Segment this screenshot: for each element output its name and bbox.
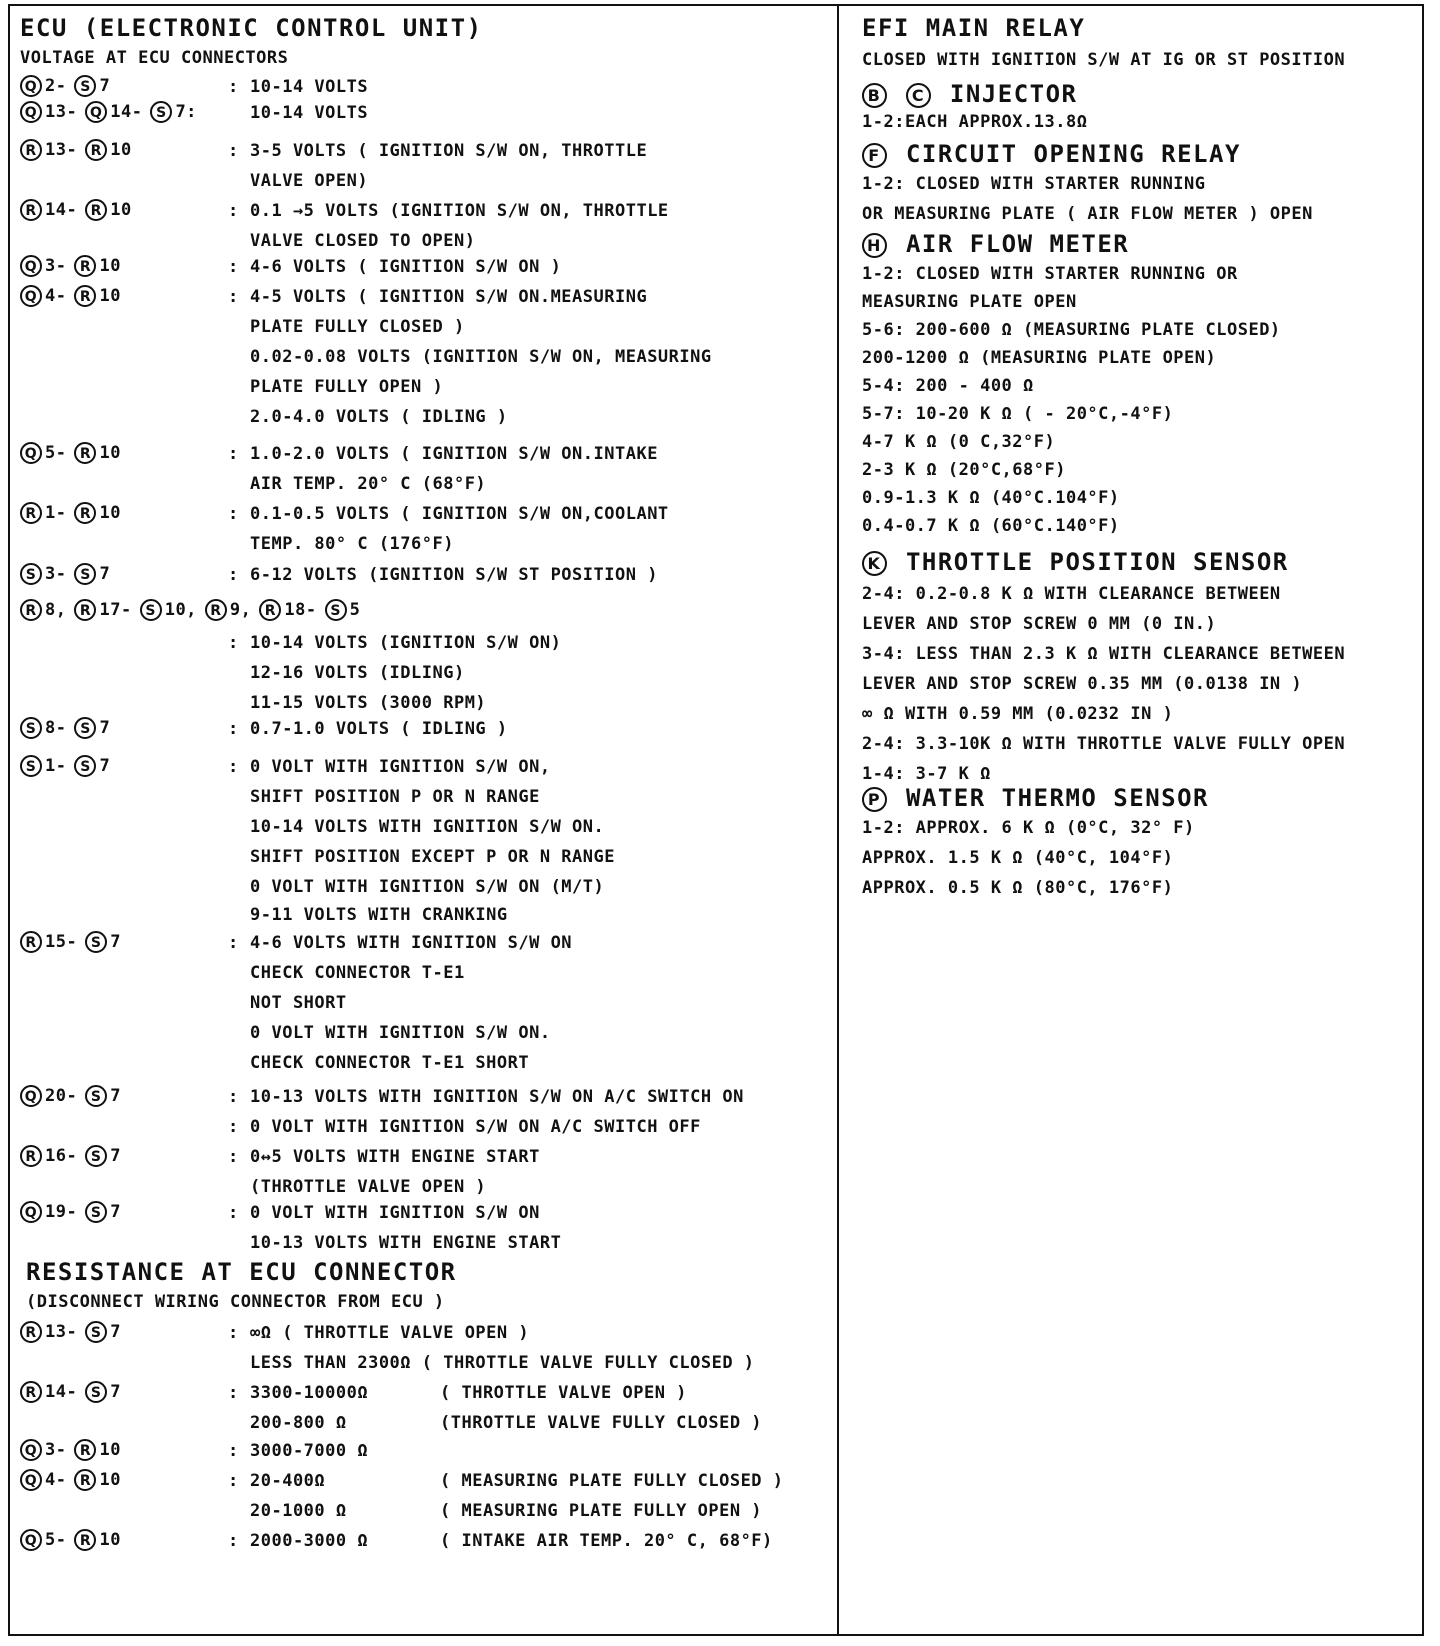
voltage-spec-line: 10-13 VOLTS WITH ENGINE START [250,1233,562,1253]
pin-number: 10 [99,286,121,306]
connector-q-icon: Q [20,1469,42,1491]
colon: : [228,565,239,585]
terminal-pins [20,1085,129,1107]
connector-s-icon: S [85,1321,107,1343]
voltage-spec-line: CHECK CONNECTOR T-E1 SHORT [250,1053,530,1073]
connector-s-icon: S [74,563,96,585]
pin-number: 19- [45,1202,78,1222]
voltage-spec-line: (THROTTLE VALVE OPEN ) [250,1177,487,1197]
pin-number: 13- [45,102,78,122]
colon: : [228,1117,239,1137]
terminal-pins [20,502,129,524]
connector-r-icon: R [85,199,107,221]
resistance-note: (DISCONNECT WIRING CONNECTOR FROM ECU ) [26,1292,445,1312]
pin-number: 10 [99,1470,121,1490]
voltage-spec-line: 4-6 VOLTS ( IGNITION S/W ON ) [250,257,562,277]
pin-number: 15- [45,932,78,952]
spec-line: 0.9-1.3 K Ω (40°C.104°F) [862,488,1120,508]
spec-line: ∞ Ω WITH 0.59 MM (0.0232 IN ) [862,704,1174,724]
voltage-spec-line: 0 VOLT WITH IGNITION S/W ON A/C SWITCH OFF [250,1117,701,1137]
connector-r-icon: R [20,599,42,621]
terminal-pins [20,1469,129,1491]
voltage-spec-line: VALVE OPEN) [250,171,369,191]
voltage-spec-line: 12-16 VOLTS (IDLING) [250,663,465,683]
terminal-pins [20,563,118,585]
spec-line: OR MEASURING PLATE ( AIR FLOW METER ) OPEN [862,204,1313,224]
voltage-spec-line: AIR TEMP. 20° C (68°F) [250,474,487,494]
pin-number: 7 [110,1146,121,1166]
connector-s-icon: S [85,931,107,953]
pin-number: 5 [349,600,361,620]
spec-line: LEVER AND STOP SCREW 0.35 MM (0.0138 IN ) [862,674,1303,694]
connector-s-icon: S [85,1085,107,1107]
pin-number: 4- [45,286,67,306]
pin-number: 14- [110,102,143,122]
voltage-spec-line: 4-5 VOLTS ( IGNITION S/W ON.MEASURING [250,287,648,307]
connector-s-icon: S [74,75,96,97]
pin-number: 10 [110,200,132,220]
pin-number: 10 [99,503,121,523]
pin-number: 7 [110,1202,121,1222]
spec-line: MEASURING PLATE OPEN [862,292,1077,312]
spec-line: 1-2: CLOSED WITH STARTER RUNNING OR [862,264,1238,284]
pin-number: 13- [45,140,78,160]
colon: : [228,77,239,97]
terminal-pins [20,1145,129,1167]
spec-line: APPROX. 1.5 K Ω (40°C, 104°F) [862,848,1174,868]
voltage-spec-line: 10-14 VOLTS (IGNITION S/W ON) [250,633,562,653]
terminal-pins [20,255,129,277]
connector-r-icon: R [74,285,96,307]
terminal-pins [20,1321,129,1343]
connector-r-icon: R [259,599,281,621]
colon: : [228,201,239,221]
connector-r-icon: R [20,139,42,161]
spec-line: 5-4: 200 - 400 Ω [862,376,1034,396]
resistance-value: 200-800 Ω [250,1413,347,1433]
injector-title: INJECTOR [949,80,1078,108]
spec-line: 1-4: 3-7 K Ω [862,764,991,784]
connector-s-icon: S [20,563,42,585]
pin-number: 9, [229,600,252,620]
connector-s-icon: S [85,1201,107,1223]
pin-number: 10 [99,1440,121,1460]
pin-number: 7 [110,1322,121,1342]
voltage-spec-line: 10-13 VOLTS WITH IGNITION S/W ON A/C SWITCH ON [250,1087,744,1107]
spec-line: 5-7: 10-20 K Ω ( - 20°C,-4°F) [862,404,1174,424]
resistance-condition: ( MEASURING PLATE FULLY CLOSED ) [440,1471,784,1491]
connector-r-icon: R [74,599,96,621]
ecu-title: ECU (ELECTRONIC CONTROL UNIT) [20,14,483,42]
injector-title-row [862,80,1078,108]
voltage-spec-line: 2.0-4.0 VOLTS ( IDLING ) [250,407,508,427]
connector-f-icon: F [862,143,887,168]
spec-line: 2-4: 0.2-0.8 K Ω WITH CLEARANCE BETWEEN [862,584,1281,604]
spec-line: 0.4-0.7 K Ω (60°C.140°F) [862,516,1120,536]
cor-title-row [862,140,1241,168]
terminal-pins [20,199,140,221]
colon: : [228,1087,239,1107]
voltage-spec-line: 0 VOLT WITH IGNITION S/W ON [250,1203,540,1223]
terminal-pins [20,717,118,739]
resistance-value: 2000-3000 Ω [250,1531,369,1551]
terminal-pins [20,285,129,307]
efi-relay-text: CLOSED WITH IGNITION S/W AT IG OR ST POSITION [862,50,1346,70]
resistance-condition: ( THROTTLE VALVE OPEN ) [440,1383,687,1403]
voltage-spec-line: 3-5 VOLTS ( IGNITION S/W ON, THROTTLE [250,141,648,161]
terminal-pins [20,1381,129,1403]
terminal-pins [20,75,118,97]
voltage-spec-line: 0.7-1.0 VOLTS ( IDLING ) [250,719,508,739]
connector-q-icon: Q [20,1439,42,1461]
pin-number: 7 [99,76,111,96]
pin-number: 10 [99,256,121,276]
connector-r-icon: R [85,139,107,161]
colon: : [228,1147,239,1167]
spec-line: 200-1200 Ω (MEASURING PLATE OPEN) [862,348,1217,368]
connector-h-icon: H [862,233,887,258]
connector-r-icon: R [74,255,96,277]
voltage-spec-line: 0↔5 VOLTS WITH ENGINE START [250,1147,540,1167]
voltage-spec-line: 10-14 VOLTS [250,103,369,123]
connector-s-icon: S [325,599,347,621]
wts-title: WATER THERMO SENSOR [905,784,1209,812]
terminal-pins [20,931,129,953]
voltage-spec-line: 10-14 VOLTS WITH IGNITION S/W ON. [250,817,605,837]
voltage-spec-line: 4-6 VOLTS WITH IGNITION S/W ON [250,933,573,953]
connector-s-icon: S [74,717,96,739]
voltage-spec-line: 0.02-0.08 VOLTS (IGNITION S/W ON, MEASURING [250,347,712,367]
pin-number: 3- [45,256,67,276]
pin-number: 10 [99,1530,121,1550]
tps-title: THROTTLE POSITION SENSOR [905,548,1289,576]
spec-line: 1-2: CLOSED WITH STARTER RUNNING [862,174,1206,194]
connector-r-icon: R [20,1381,42,1403]
connector-s-icon: S [20,755,42,777]
voltage-spec-line: NOT SHORT [250,993,347,1013]
connector-r-icon: R [20,199,42,221]
pin-number: 7 [99,564,111,584]
tps-title-row [862,548,1289,576]
connector-r-icon: R [74,1439,96,1461]
voltage-spec-line: 1.0-2.0 VOLTS ( IGNITION S/W ON.INTAKE [250,444,658,464]
connector-s-icon: S [74,755,96,777]
spec-line: 2-3 K Ω (20°C,68°F) [862,460,1066,480]
wts-title-row [862,784,1209,812]
injector-text: 1-2:EACH APPROX.13.8Ω [862,112,1088,132]
pin-number: 13- [45,1322,78,1342]
pin-number: 3- [45,1440,67,1460]
colon: : [228,1531,239,1551]
pin-number: 1- [45,756,67,776]
colon: : [228,719,239,739]
voltage-spec-line: VALVE CLOSED TO OPEN) [250,231,476,251]
connector-q-icon: Q [20,255,42,277]
terminal-pins [20,1439,129,1461]
pin-number: 17- [99,600,132,620]
voltage-spec-line: 9-11 VOLTS WITH CRANKING [250,905,508,925]
connector-q-icon: Q [20,1085,42,1107]
terminal-pins [20,1529,129,1551]
efi-relay-title: EFI MAIN RELAY [862,14,1086,42]
pin-number: 16- [45,1146,78,1166]
pin-number: 14- [45,1382,78,1402]
pin-number: 8, [45,600,67,620]
voltage-spec-line: SHIFT POSITION P OR N RANGE [250,787,540,807]
pin-number: 5- [45,443,67,463]
colon: : [228,444,239,464]
connector-s-icon: S [150,101,172,123]
colon: : [228,141,239,161]
pin-number: 7 [110,932,121,952]
spec-line: 1-2: APPROX. 6 K Ω (0°C, 32° F) [862,818,1195,838]
connector-r-icon: R [20,931,42,953]
connector-r-icon: R [20,1321,42,1343]
terminal-pins [20,599,368,621]
colon: : [228,287,239,307]
pin-number: 7: [175,102,197,122]
colon: : [228,633,239,653]
spec-line: 3-4: LESS THAN 2.3 K Ω WITH CLEARANCE BETWEEN [862,644,1346,664]
voltage-spec-line: SHIFT POSITION EXCEPT P OR N RANGE [250,847,615,867]
connector-q-icon: Q [20,285,42,307]
pin-number: 1- [45,503,67,523]
cor-title: CIRCUIT OPENING RELAY [905,140,1241,168]
resistance-condition: ( INTAKE AIR TEMP. 20° C, 68°F) [440,1531,773,1551]
resistance-value: 20-400Ω [250,1471,326,1491]
connector-r-icon: R [20,502,42,524]
pin-number: 4- [45,1470,67,1490]
terminal-pins [20,442,129,464]
spec-sheet [8,4,1424,1636]
resistance-value: LESS THAN 2300Ω ( THROTTLE VALVE FULLY CLOSED ) [250,1353,755,1373]
voltage-spec-line: PLATE FULLY OPEN ) [250,377,444,397]
connector-r-icon: R [74,1469,96,1491]
voltage-spec-line: 0 VOLT WITH IGNITION S/W ON. [250,1023,551,1043]
afm-title-row [862,230,1129,258]
voltage-heading: VOLTAGE AT ECU CONNECTORS [20,48,289,68]
voltage-spec-line: 10-14 VOLTS [250,77,369,97]
pin-number: 7 [110,1086,121,1106]
voltage-spec-line: 11-15 VOLTS (3000 RPM) [250,693,487,713]
connector-q-icon: Q [20,442,42,464]
pin-number: 7 [99,718,111,738]
voltage-spec-line: 0.1-0.5 VOLTS ( IGNITION S/W ON,COOLANT [250,504,669,524]
connector-s-icon: S [85,1381,107,1403]
terminal-pins [20,1201,129,1223]
connector-r-icon: R [20,1145,42,1167]
spec-line: APPROX. 0.5 K Ω (80°C, 176°F) [862,878,1174,898]
connector-b-icon: B [862,83,887,108]
resistance-value: 20-1000 Ω [250,1501,347,1521]
pin-number: 20- [45,1086,78,1106]
terminal-pins [20,101,205,123]
resistance-value: 3000-7000 Ω [250,1441,369,1461]
connector-s-icon: S [20,717,42,739]
colon: : [228,757,239,777]
colon: : [228,1323,239,1343]
voltage-spec-line: 6-12 VOLTS (IGNITION S/W ST POSITION ) [250,565,658,585]
connector-r-icon: R [74,442,96,464]
connector-p-icon: P [862,787,887,812]
pin-number: 7 [110,1382,121,1402]
colon: : [228,1441,239,1461]
voltage-spec-line: 0 VOLT WITH IGNITION S/W ON (M/T) [250,877,605,897]
pin-number: 2- [45,76,67,96]
colon: : [228,504,239,524]
spec-line: 4-7 K Ω (0 C,32°F) [862,432,1056,452]
colon: : [228,257,239,277]
pin-number: 18- [284,600,317,620]
resistance-value: ∞Ω ( THROTTLE VALVE OPEN ) [250,1323,530,1343]
voltage-spec-line: PLATE FULLY CLOSED ) [250,317,465,337]
voltage-spec-line: 0.1 →5 VOLTS (IGNITION S/W ON, THROTTLE [250,201,669,221]
voltage-spec-line: CHECK CONNECTOR T-E1 [250,963,465,983]
connector-q-icon: Q [20,101,42,123]
spec-line: LEVER AND STOP SCREW 0 MM (0 IN.) [862,614,1217,634]
terminal-pins [20,755,118,777]
connector-r-icon: R [205,599,227,621]
connector-q-icon: Q [85,101,107,123]
connector-s-icon: S [85,1145,107,1167]
spec-line: 2-4: 3.3-10K Ω WITH THROTTLE VALVE FULLY OPEN [862,734,1346,754]
connector-s-icon: S [140,599,162,621]
pin-number: 10, [164,600,197,620]
pin-number: 3- [45,564,67,584]
pin-number: 7 [99,756,111,776]
afm-title: AIR FLOW METER [905,230,1130,258]
pin-number: 8- [45,718,67,738]
colon: : [228,1203,239,1223]
column-divider [837,4,839,1636]
colon: : [228,1471,239,1491]
connector-q-icon: Q [20,75,42,97]
colon: : [228,1383,239,1403]
spec-line: 5-6: 200-600 Ω (MEASURING PLATE CLOSED) [862,320,1281,340]
connector-c-icon: C [906,83,931,108]
connector-q-icon: Q [20,1529,42,1551]
connector-r-icon: R [74,502,96,524]
voltage-spec-line: 0 VOLT WITH IGNITION S/W ON, [250,757,551,777]
pin-number: 5- [45,1530,67,1550]
connector-r-icon: R [74,1529,96,1551]
resistance-value: 3300-10000Ω [250,1383,369,1403]
resistance-condition: (THROTTLE VALVE FULLY CLOSED ) [440,1413,763,1433]
resistance-heading: RESISTANCE AT ECU CONNECTOR [26,1258,457,1286]
pin-number: 10 [110,140,132,160]
pin-number: 10 [99,443,121,463]
terminal-pins [20,139,140,161]
pin-number: 14- [45,200,78,220]
resistance-condition: ( MEASURING PLATE FULLY OPEN ) [440,1501,763,1521]
connector-k-icon: K [862,551,887,576]
voltage-spec-line: TEMP. 80° C (176°F) [250,534,454,554]
colon: : [228,933,239,953]
connector-q-icon: Q [20,1201,42,1223]
